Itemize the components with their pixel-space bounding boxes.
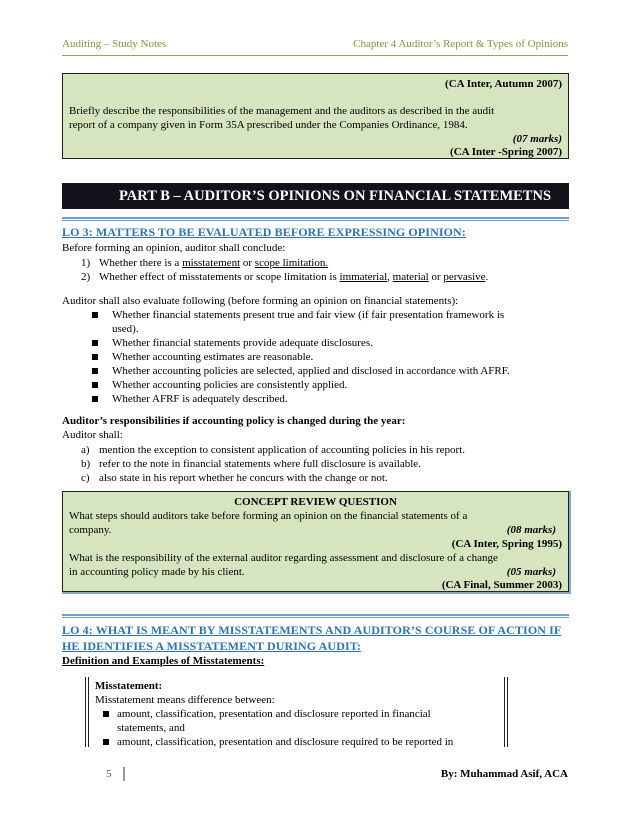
- lo3-item2-number: 2): [81, 271, 91, 283]
- lo3-heading: LO 3: MATTERS TO BE EVALUATED BEFORE EXPRESSING OPINION:: [62, 225, 466, 239]
- bullet-marker: [92, 382, 98, 388]
- box2-q1-line1: What steps should auditors take before forming an opinion on the financial statements of a: [69, 510, 468, 522]
- lo3-alpha-b-label: b): [81, 458, 91, 470]
- box2-q1-line2: company.: [69, 524, 112, 536]
- lo3-top-rule: [62, 217, 569, 219]
- lo3-bullet-6: Whether AFRF is adequately described.: [112, 393, 288, 405]
- bullet-marker: [103, 739, 109, 745]
- footer-rule: [123, 767, 125, 781]
- header-rule: [62, 55, 568, 56]
- concept-review-title: CONCEPT REVIEW QUESTION: [234, 496, 397, 508]
- lo3-bullet-5: Whether accounting policies are consistently applied.: [112, 379, 348, 391]
- header-right: Chapter 4 Auditor’s Report & Types of Opinions: [353, 38, 568, 50]
- box2-q1-marks: (08 marks): [506, 524, 556, 536]
- bullet-marker: [92, 354, 98, 360]
- lo4-heading-line2: HE IDENTIFIES A MISSTATEMENT DURING AUDIT:: [62, 639, 362, 653]
- definition-box-right-rule-inner: [507, 677, 508, 747]
- lo3-alpha-b: refer to the note in financial statements where full disclosure is available.: [99, 458, 421, 470]
- bullet-marker: [92, 312, 98, 318]
- part-b-banner: PART B – AUDITOR’S OPINIONS ON FINANCIAL STATEMETNS: [62, 183, 569, 209]
- lo3-responsibilities-heading: Auditor’s responsibilities if accounting policy is changed during the year:: [62, 415, 406, 427]
- box2-shadow-bottom: [62, 592, 571, 594]
- box2-shadow-right: [569, 491, 571, 594]
- misstatement-title: Misstatement:: [95, 680, 163, 692]
- bullet-marker: [92, 340, 98, 346]
- box2-q1-ref: (CA Inter, Spring 1995): [451, 538, 562, 550]
- lo3-alpha-a-label: a): [81, 444, 90, 456]
- lo3-intro: Before forming an opinion, auditor shall conclude:: [62, 242, 286, 254]
- box2-q2-marks: (05 marks): [506, 566, 556, 578]
- lo3-bullet-2: Whether financial statements provide adequate disclosures.: [112, 337, 373, 349]
- box1-ref2: (CA Inter -Spring 2007): [450, 146, 562, 158]
- lo3-alpha-c: also state in his report whether he concurs with the change or not.: [99, 472, 388, 484]
- box2-q2-line2: in accounting policy made by his client.: [69, 566, 245, 578]
- lo3-bullet-3: Whether accounting estimates are reasonable.: [112, 351, 314, 363]
- box2-q2-ref: (CA Final, Summer 2003): [441, 579, 562, 591]
- lo3-alpha-a: mention the exception to consistent application of accounting policies in his report.: [99, 444, 465, 456]
- lo3-also: Auditor shall also evaluate following (before forming an opinion on financial statements):: [62, 295, 459, 307]
- lo3-item1-number: 1): [81, 257, 91, 269]
- lo3-bullet-1-cont: used).: [112, 323, 139, 335]
- misstatement-bullet-1-cont: statements, and: [117, 722, 185, 734]
- lo3-bullet-4: Whether accounting policies are selected, applied and disclosed in accordance with AFRF.: [112, 365, 510, 377]
- page-number: 5: [106, 768, 112, 780]
- misstatement-bullet-1: amount, classification, presentation and disclosure reported in financial: [117, 708, 431, 720]
- lo3-shall: Auditor shall:: [62, 429, 123, 441]
- lo4-subheading: Definition and Examples of Misstatements:: [62, 655, 265, 667]
- bullet-marker: [92, 396, 98, 402]
- box1-question-line1: Briefly describe the responsibilities of the management and the auditors as described in the audit: [69, 105, 495, 117]
- lo4-top-rule: [62, 614, 569, 616]
- definition-box-left-rule-inner: [88, 677, 89, 747]
- question-box-1: [62, 73, 569, 159]
- definition-box-right-rule: [504, 677, 505, 747]
- box1-question-line2: report of a company given in Form 35A prescribed under the Companies Ordinance, 1984.: [69, 119, 468, 131]
- footer-author: By: Muhammad Asif, ACA: [440, 768, 568, 780]
- box2-q2-line1: What is the responsibility of the external auditor regarding assessment and disclosure of a change: [69, 552, 498, 564]
- definition-box-left-rule: [85, 677, 86, 747]
- lo3-item2: Whether effect of misstatements or scope limitation is immaterial, material or pervasive.: [99, 271, 489, 283]
- lo3-bullet-1: Whether financial statements present true and fair view (if fair presentation framework is: [112, 309, 505, 321]
- lo4-top-rule-thin: [62, 617, 569, 618]
- box1-ref1: (CA Inter, Autumn 2007): [445, 78, 562, 90]
- bullet-marker: [103, 711, 109, 717]
- bullet-marker: [92, 368, 98, 374]
- box1-marks: (07 marks): [512, 133, 562, 145]
- lo3-item1: Whether there is a misstatement or scope limitation.: [99, 257, 329, 269]
- misstatement-intro: Misstatement means difference between:: [95, 694, 275, 706]
- lo4-heading-line1: LO 4: WHAT IS MEANT BY MISSTATEMENTS AND AUDITOR’S COURSE OF ACTION IF: [62, 623, 562, 637]
- lo3-alpha-c-label: c): [81, 472, 90, 484]
- misstatement-bullet-2: amount, classification, presentation and disclosure required to be reported in: [117, 736, 454, 748]
- concept-review-box: [62, 491, 569, 592]
- lo3-top-rule-thin: [62, 220, 569, 221]
- header-left: Auditing – Study Notes: [62, 38, 167, 50]
